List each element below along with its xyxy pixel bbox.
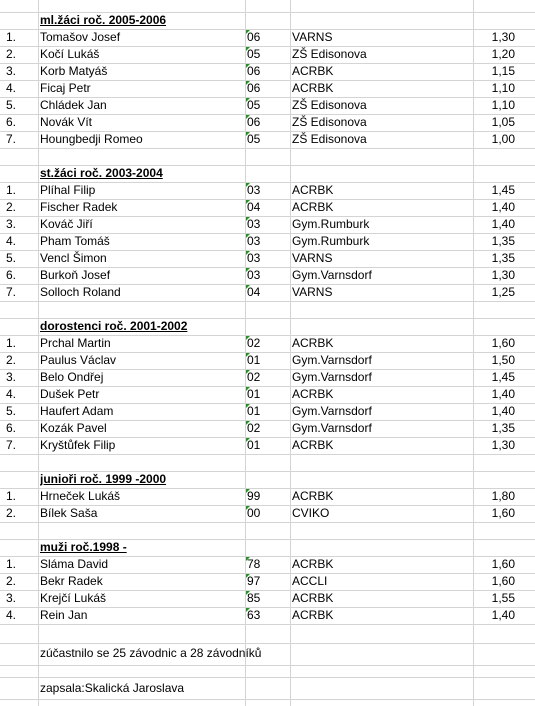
row-gridline	[0, 131, 535, 132]
rank-cell[interactable]: 1.	[6, 557, 17, 571]
birth-year-cell[interactable]: 05	[247, 47, 261, 61]
row-gridline	[0, 148, 535, 149]
row-gridline	[0, 386, 535, 387]
section-heading-row	[0, 539, 535, 556]
athlete-name-cell[interactable]: Kryštůfek Filip	[40, 438, 116, 452]
club-cell[interactable]: ZŠ Edisonova	[292, 47, 367, 61]
rank-cell[interactable]: 6.	[6, 115, 17, 129]
athlete-name-cell[interactable]: Novák Vít	[40, 115, 93, 129]
recorder-note-row	[0, 677, 535, 699]
row-gridline	[0, 301, 535, 302]
row-gridline	[0, 233, 535, 234]
club-cell[interactable]: ACCLI	[292, 574, 328, 588]
club-cell[interactable]: ACRBK	[292, 438, 334, 452]
row-gridline	[0, 699, 535, 700]
club-cell[interactable]: VARNS	[292, 251, 333, 265]
birth-year-cell[interactable]: 06	[247, 64, 261, 78]
rank-cell[interactable]: 4.	[6, 387, 17, 401]
athlete-name-cell[interactable]: Plíhal Filip	[40, 183, 96, 197]
row-gridline	[0, 80, 535, 81]
row-gridline	[0, 284, 535, 285]
table-row	[0, 267, 535, 284]
row-gridline	[0, 199, 535, 200]
birth-year-cell[interactable]: 78	[247, 557, 261, 571]
birth-year-cell[interactable]: 01	[247, 387, 261, 401]
rank-cell[interactable]: 7.	[6, 132, 17, 146]
birth-year-cell[interactable]: 03	[247, 234, 261, 248]
rank-cell[interactable]: 4.	[6, 608, 17, 622]
section-heading-row	[0, 165, 535, 182]
result-cell[interactable]: 1,00	[491, 132, 515, 146]
row-gridline	[0, 165, 535, 166]
rank-cell[interactable]: 1.	[6, 489, 17, 503]
club-cell[interactable]: ACRBK	[292, 183, 334, 197]
birth-year-cell[interactable]: 03	[247, 217, 261, 231]
rank-cell[interactable]: 1.	[6, 336, 17, 350]
section-heading[interactable]: ml.žáci roč. 2005-2006	[40, 13, 167, 27]
result-cell[interactable]: 1,40	[491, 217, 515, 231]
result-cell[interactable]: 1,10	[491, 98, 515, 112]
birth-year-cell[interactable]: 05	[247, 132, 261, 146]
row-gridline	[0, 471, 535, 472]
table-row	[0, 403, 535, 420]
rank-cell[interactable]: 5.	[6, 251, 17, 265]
section-heading[interactable]: muži roč.1998 -	[40, 540, 127, 554]
club-cell[interactable]: Gym.Varnsdorf	[292, 353, 372, 367]
athlete-name-cell[interactable]: Dušek Petr	[40, 387, 100, 401]
athlete-name-cell[interactable]: Vencl Šimon	[40, 251, 107, 265]
birth-year-cell[interactable]: 06	[247, 30, 261, 44]
table-row	[0, 556, 535, 573]
result-cell[interactable]: 1,35	[491, 251, 515, 265]
club-cell[interactable]: Gym.Rumburk	[292, 217, 370, 231]
rank-cell[interactable]: 3.	[6, 64, 17, 78]
rank-cell[interactable]: 2.	[6, 506, 17, 520]
rank-cell[interactable]: 4.	[6, 234, 17, 248]
table-row	[0, 437, 535, 454]
result-cell[interactable]: 1,35	[491, 234, 515, 248]
table-row	[0, 488, 535, 505]
row-gridline	[0, 182, 535, 183]
participants-note-row	[0, 643, 535, 664]
table-row	[0, 97, 535, 114]
birth-year-cell[interactable]: 01	[247, 353, 261, 367]
result-cell[interactable]: 1,30	[491, 268, 515, 282]
athlete-name-cell[interactable]: Kováč Jiří	[40, 217, 93, 231]
rank-cell[interactable]: 3.	[6, 370, 17, 384]
birth-year-cell[interactable]: 05	[247, 98, 261, 112]
result-cell[interactable]: 1,60	[491, 506, 515, 520]
section-heading-row	[0, 12, 535, 29]
row-gridline	[0, 420, 535, 421]
athlete-name-cell[interactable]: Bekr Radek	[40, 574, 103, 588]
table-row	[0, 573, 535, 590]
table-row	[0, 233, 535, 250]
club-cell[interactable]: ACRBK	[292, 336, 334, 350]
athlete-name-cell[interactable]: Prchal Martin	[40, 336, 111, 350]
athlete-name-cell[interactable]: Hrneček Lukáš	[40, 489, 121, 503]
club-cell[interactable]: ACRBK	[292, 557, 334, 571]
table-row	[0, 590, 535, 607]
result-cell[interactable]: 1,60	[491, 574, 515, 588]
row-gridline	[0, 318, 535, 319]
row-gridline	[0, 216, 535, 217]
table-row	[0, 250, 535, 267]
participants-note[interactable]: zúčastnilo se 25 závodnic a 28 závodníků	[40, 646, 262, 660]
table-row	[0, 505, 535, 522]
rank-cell[interactable]: 3.	[6, 591, 17, 605]
club-cell[interactable]: ZŠ Edisonova	[292, 98, 367, 112]
row-gridline	[0, 454, 535, 455]
birth-year-cell[interactable]: 04	[247, 200, 261, 214]
result-cell[interactable]: 1,50	[491, 353, 515, 367]
birth-year-cell[interactable]: 02	[247, 336, 261, 350]
table-row	[0, 352, 535, 369]
athlete-name-cell[interactable]: Paulus Václav	[40, 353, 117, 367]
athlete-name-cell[interactable]: Bílek Saša	[40, 506, 98, 520]
athlete-name-cell[interactable]: Tomašov Josef	[40, 30, 121, 44]
athlete-name-cell[interactable]: Burkoň Josef	[40, 268, 111, 282]
result-cell[interactable]: 1,45	[491, 370, 515, 384]
club-cell[interactable]: Gym.Rumburk	[292, 234, 370, 248]
result-cell[interactable]: 1,80	[491, 489, 515, 503]
rank-cell[interactable]: 7.	[6, 285, 17, 299]
club-cell[interactable]: CVIKO	[292, 506, 330, 520]
rank-cell[interactable]: 2.	[6, 574, 17, 588]
birth-year-cell[interactable]: 03	[247, 251, 261, 265]
table-row	[0, 46, 535, 63]
rank-cell[interactable]: 2.	[6, 200, 17, 214]
athlete-name-cell[interactable]: Ficaj Petr	[40, 81, 91, 95]
row-gridline	[0, 369, 535, 370]
birth-year-cell[interactable]: 06	[247, 81, 261, 95]
rank-cell[interactable]: 2.	[6, 47, 17, 61]
table-row	[0, 114, 535, 131]
row-gridline	[0, 556, 535, 557]
result-cell[interactable]: 1,40	[491, 200, 515, 214]
row-gridline	[0, 97, 535, 98]
result-cell[interactable]: 1,35	[491, 421, 515, 435]
row-gridline	[0, 29, 535, 30]
club-cell[interactable]: ACRBK	[292, 200, 334, 214]
rank-cell[interactable]: 1.	[6, 30, 17, 44]
athlete-name-cell[interactable]: Kočí Lukáš	[40, 47, 100, 61]
row-gridline	[0, 12, 535, 13]
birth-year-cell[interactable]: 99	[247, 489, 261, 503]
athlete-name-cell[interactable]: Fischer Radek	[40, 200, 118, 214]
table-row	[0, 80, 535, 97]
recorder-note[interactable]: zapsala:Skalická Jaroslava	[40, 681, 185, 695]
table-row	[0, 369, 535, 386]
birth-year-cell[interactable]: 85	[247, 591, 261, 605]
rank-cell[interactable]: 6.	[6, 421, 17, 435]
club-cell[interactable]: ACRBK	[292, 81, 334, 95]
result-cell[interactable]: 1,60	[491, 336, 515, 350]
row-gridline	[0, 643, 535, 644]
athlete-name-cell[interactable]: Haufert Adam	[40, 404, 114, 418]
club-cell[interactable]: VARNS	[292, 30, 333, 44]
birth-year-cell[interactable]: 00	[247, 506, 261, 520]
result-cell[interactable]: 1,20	[491, 47, 515, 61]
club-cell[interactable]: ACRBK	[292, 64, 334, 78]
athlete-name-cell[interactable]: Solloch Roland	[40, 285, 121, 299]
row-gridline	[0, 665, 535, 666]
birth-year-cell[interactable]: 02	[247, 370, 261, 384]
row-gridline	[0, 607, 535, 608]
club-cell[interactable]: ZŠ Edisonova	[292, 115, 367, 129]
club-cell[interactable]: ACRBK	[292, 489, 334, 503]
club-cell[interactable]: Gym.Varnsdorf	[292, 421, 372, 435]
birth-year-cell[interactable]: 03	[247, 183, 261, 197]
row-gridline	[0, 437, 535, 438]
table-row	[0, 607, 535, 624]
table-row	[0, 386, 535, 403]
row-gridline	[0, 335, 535, 336]
result-cell[interactable]: 1,40	[491, 387, 515, 401]
club-cell[interactable]: ACRBK	[292, 591, 334, 605]
section-heading[interactable]: junioři roč. 1999 -2000	[40, 472, 167, 486]
row-gridline	[0, 403, 535, 404]
section-heading[interactable]: st.žáci roč. 2003-2004	[40, 166, 163, 180]
birth-year-cell[interactable]: 01	[247, 438, 261, 452]
table-row	[0, 29, 535, 46]
athlete-name-cell[interactable]: Pham Tomáš	[40, 234, 110, 248]
row-gridline	[0, 624, 535, 625]
rank-cell[interactable]: 3.	[6, 217, 17, 231]
section-heading[interactable]: dorostenci roč. 2001-2002	[40, 319, 188, 333]
club-cell[interactable]: Gym.Varnsdorf	[292, 404, 372, 418]
result-cell[interactable]: 1,30	[491, 30, 515, 44]
athlete-name-cell[interactable]: Chládek Jan	[40, 98, 107, 112]
athlete-name-cell[interactable]: Korb Matyáš	[40, 64, 108, 78]
club-cell[interactable]: ACRBK	[292, 608, 334, 622]
section-heading-row	[0, 318, 535, 335]
row-gridline	[0, 488, 535, 489]
birth-year-cell[interactable]: 03	[247, 268, 261, 282]
athlete-name-cell[interactable]: Houngbedji Romeo	[40, 132, 143, 146]
result-cell[interactable]: 1,05	[491, 115, 515, 129]
table-row	[0, 63, 535, 80]
club-cell[interactable]: ZŠ Edisonova	[292, 132, 367, 146]
club-cell[interactable]: ACRBK	[292, 387, 334, 401]
table-row	[0, 335, 535, 352]
rank-cell[interactable]: 6.	[6, 268, 17, 282]
row-gridline	[0, 590, 535, 591]
birth-year-cell[interactable]: 63	[247, 608, 261, 622]
rank-cell[interactable]: 4.	[6, 81, 17, 95]
section-heading-row	[0, 471, 535, 488]
row-gridline	[0, 677, 535, 678]
row-gridline	[0, 46, 535, 47]
rank-cell[interactable]: 1.	[6, 183, 17, 197]
athlete-name-cell[interactable]: Rein Jan	[40, 608, 88, 622]
table-row	[0, 182, 535, 199]
table-row	[0, 284, 535, 301]
rank-cell[interactable]: 5.	[6, 98, 17, 112]
result-cell[interactable]: 1,60	[491, 557, 515, 571]
athlete-name-cell[interactable]: Krejčí Lukáš	[40, 591, 107, 605]
result-cell[interactable]: 1,55	[491, 591, 515, 605]
table-row	[0, 199, 535, 216]
birth-year-cell[interactable]: 04	[247, 285, 261, 299]
result-cell[interactable]: 1,10	[491, 81, 515, 95]
rank-cell[interactable]: 7.	[6, 438, 17, 452]
result-cell[interactable]: 1,45	[491, 183, 515, 197]
row-gridline	[0, 63, 535, 64]
row-gridline	[0, 267, 535, 268]
row-gridline	[0, 114, 535, 115]
rank-cell[interactable]: 2.	[6, 353, 17, 367]
table-row	[0, 420, 535, 437]
row-gridline	[0, 505, 535, 506]
result-cell[interactable]: 1,40	[491, 404, 515, 418]
birth-year-cell[interactable]: 06	[247, 115, 261, 129]
athlete-name-cell[interactable]: Belo Ondřej	[40, 370, 104, 384]
rank-cell[interactable]: 5.	[6, 404, 17, 418]
athlete-name-cell[interactable]: Sláma David	[40, 557, 109, 571]
row-gridline	[0, 539, 535, 540]
row-gridline	[0, 573, 535, 574]
birth-year-cell[interactable]: 02	[247, 421, 261, 435]
club-cell[interactable]: VARNS	[292, 285, 333, 299]
birth-year-cell[interactable]: 97	[247, 574, 261, 588]
result-cell[interactable]: 1,40	[491, 608, 515, 622]
row-gridline	[0, 250, 535, 251]
result-cell[interactable]: 1,15	[491, 64, 515, 78]
club-cell[interactable]: Gym.Varnsdorf	[292, 370, 372, 384]
result-cell[interactable]: 1,25	[491, 285, 515, 299]
table-row	[0, 216, 535, 233]
result-cell[interactable]: 1,30	[491, 438, 515, 452]
table-row	[0, 131, 535, 148]
row-gridline	[0, 522, 535, 523]
birth-year-cell[interactable]: 01	[247, 404, 261, 418]
athlete-name-cell[interactable]: Kozák Pavel	[40, 421, 107, 435]
row-gridline	[0, 352, 535, 353]
club-cell[interactable]: Gym.Varnsdorf	[292, 268, 372, 282]
